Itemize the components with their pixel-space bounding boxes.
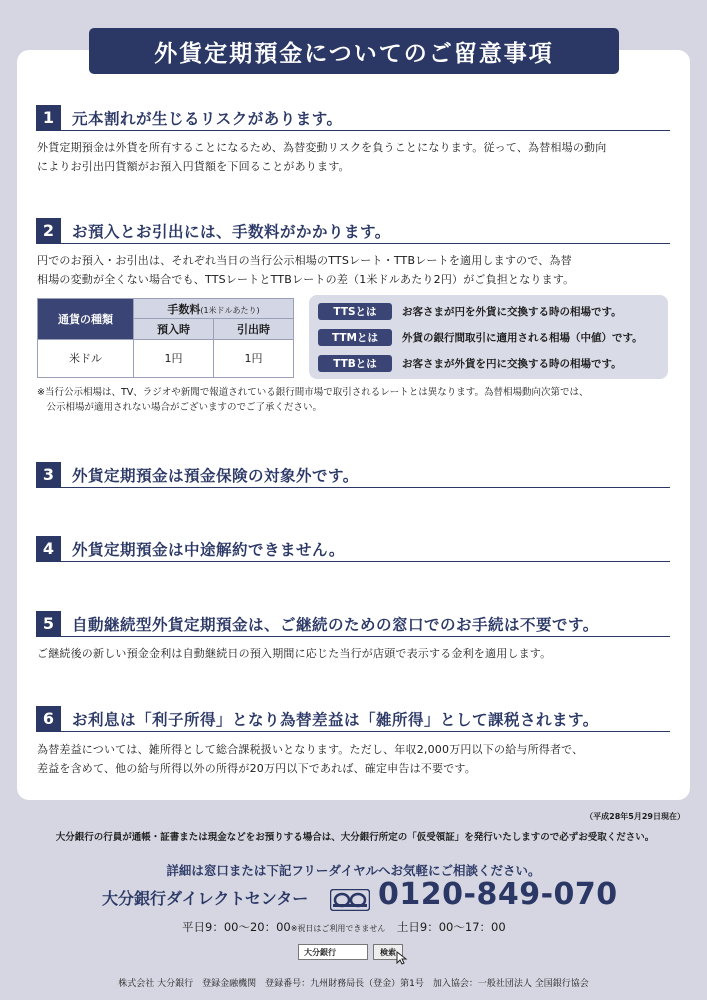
section-5-header	[36, 611, 670, 637]
rate-note	[37, 386, 677, 415]
section-number: 1	[36, 105, 61, 130]
search-button[interactable]: 検索	[373, 944, 403, 960]
section-title: お利息は「利子所得」となり為替差益は「雑所得」として課税されます。	[72, 710, 599, 729]
section-number: 6	[36, 706, 61, 731]
note-line: ※当行公示相場は、TV、ラジオや新聞で報道されている銀行間市場で取引されるレートとは異なります。為替相場動向次第では、	[37, 387, 589, 398]
section-number: 4	[36, 536, 61, 561]
footer: 株式会社 大分銀行 登録金融機関 登録番号：九州財務局長（登金）第1号 加入協会：一般社団法人 全国銀行協会	[118, 979, 589, 989]
section-number: 5	[36, 611, 61, 636]
section-1-header	[36, 105, 670, 131]
rate-desc: 外貨の銀行間取引に適用される相場（中値）です。	[402, 332, 643, 344]
section-5-body	[37, 645, 671, 664]
section-number: 3	[36, 462, 61, 487]
receipt-notice: 大分銀行の行員が通帳・証書または現金などをお預りする場合は、大分銀行所定の「仮受領証」を発行いたしますので必ずお受取ください。	[55, 832, 655, 843]
deposit-fee-cell: 1円	[134, 339, 214, 378]
rate-row-tts	[318, 303, 622, 320]
center-name: 大分銀行ダイレクトセンター	[102, 889, 309, 908]
rate-desc: お客さまが外貨を円に交換する時の相場です。	[402, 358, 622, 370]
section-6-body	[37, 741, 671, 778]
rate-row-ttm	[318, 329, 643, 346]
withdraw-fee-cell: 1円	[214, 339, 294, 378]
section-title: お預入とお引出には、手数料がかかります。	[72, 222, 391, 241]
fee-header: 手数料(1米ドルあたり)	[134, 299, 294, 319]
business-hours	[182, 919, 506, 935]
rate-row-ttb	[318, 355, 622, 372]
text-line: 円でのお預入・お引出は、それぞれ当日の当行公示相場のTTSレート・TTBレートを適用しますので、為替	[37, 254, 572, 267]
section-6-header	[36, 706, 670, 732]
rate-tag: TTSとは	[318, 303, 392, 320]
weekday-hours: 平日9：00〜20：00	[182, 920, 291, 934]
rate-definitions	[309, 295, 668, 379]
date-note: （平成28年5月29日現在）	[585, 812, 685, 821]
note-line: 公示相場が適用されない場合がございますのでご了承ください。	[37, 401, 323, 413]
text-line: 差益を含めて、他の給与所得以外の所得が20万円以下であれば、確定申告は不要です。	[37, 761, 476, 775]
text-line: ご継続後の新しい預金金利は自動継続日の預入期間に応じた当行が店頭で表示する金利を適用します。	[37, 647, 552, 660]
section-2-body	[37, 252, 671, 289]
weekend-hours: 土日9：00〜17：00	[396, 920, 506, 934]
section-2-header	[36, 218, 670, 244]
section-number: 2	[36, 218, 61, 243]
section-3-header	[36, 462, 670, 488]
section-4-header	[36, 536, 670, 562]
currency-cell: 米ドル	[38, 339, 134, 378]
withdraw-header: 引出時	[214, 319, 294, 339]
section-title: 外貨定期預金は中途解約できません。	[72, 540, 345, 559]
text-line: 外貨定期預金は外貨を所有することになるため、為替変動リスクを負うことになります。従って、為替相場の動向	[37, 141, 607, 154]
cursor-icon	[396, 951, 408, 965]
fee-table	[37, 298, 294, 378]
deposit-header: 預入時	[134, 319, 214, 339]
text-line: 為替差益については、雑所得として総合課税扱いとなります。ただし、年収2,000万円以下の給与所得者で、	[37, 743, 584, 756]
currency-header: 通貨の種類	[38, 299, 134, 340]
rate-tag: TTMとは	[318, 329, 392, 346]
text-line: によりお引出円貨額がお預入円貨額を下回ることがあります。	[37, 159, 350, 173]
rate-desc: お客さまが円を外貨に交換する時の相場です。	[402, 306, 622, 318]
freedial-icon	[330, 889, 370, 911]
contact-prompt: 詳細は窓口または下記フリーダイヤルへお気軽にご相談ください。	[166, 863, 541, 878]
section-title: 自動継続型外貨定期預金は、ご継続のための窓口でのお手続は不要です。	[72, 615, 599, 634]
search-input[interactable]: 大分銀行	[298, 944, 368, 960]
text-line: 相場の変動が全くない場合でも、TTSレートとTTBレートの差（1米ドルあたり2円）がご負担となります。	[37, 272, 575, 286]
section-title: 元本割れが生じるリスクがあります。	[72, 109, 343, 128]
holiday-note: ※祝日はご利用できません	[290, 924, 386, 933]
phone-number[interactable]: 0120-849-070	[378, 877, 618, 912]
rate-tag: TTBとは	[318, 355, 392, 372]
section-title: 外貨定期預金は預金保険の対象外です。	[72, 466, 359, 485]
page-title: 外貨定期預金についてのご留意事項	[89, 28, 619, 74]
section-1-body	[37, 139, 671, 176]
